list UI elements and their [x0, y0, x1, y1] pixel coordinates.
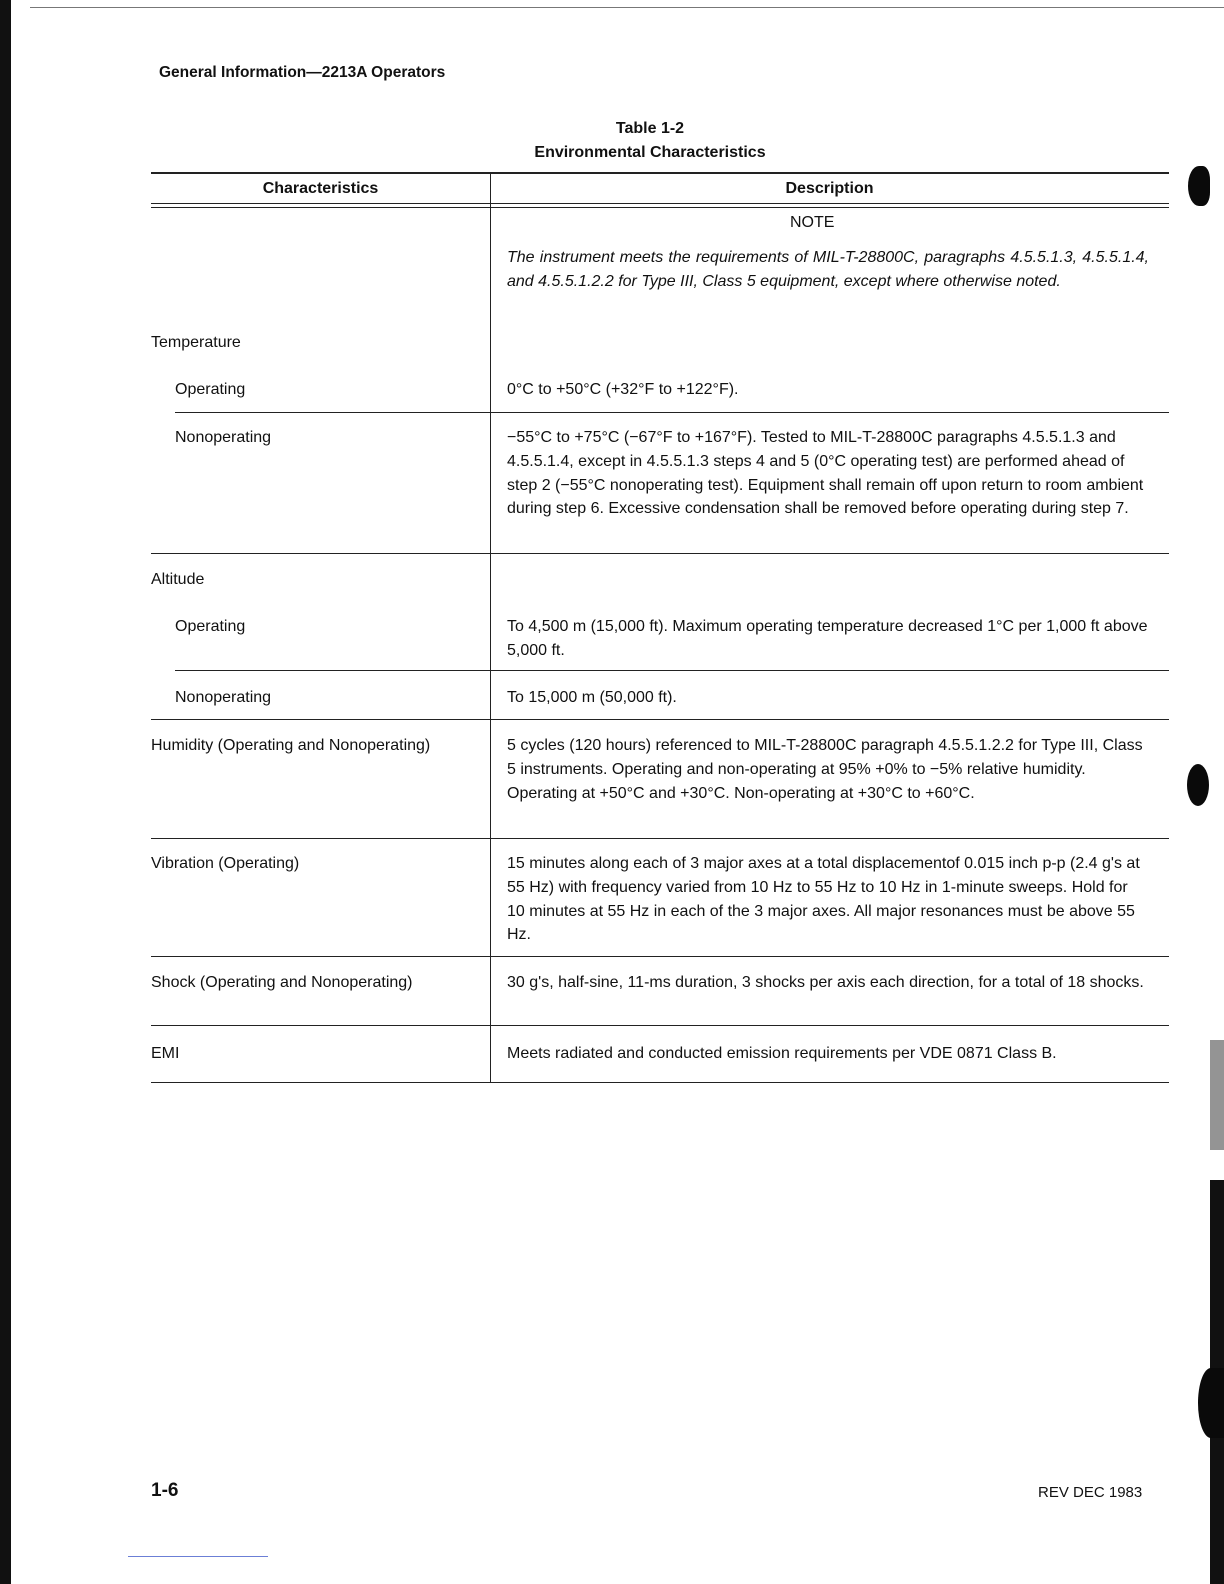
binding-edge-shadow: [0, 0, 11, 1584]
page-number: 1-6: [151, 1480, 179, 1501]
emi-desc: Meets radiated and conducted emission requirements per VDE 0871 Class B.: [507, 1045, 1057, 1062]
table-caption: [470, 117, 830, 165]
table-title: Environmental Characteristics: [534, 144, 766, 161]
row-divider: [151, 956, 1169, 957]
humidity-desc: 5 cycles (120 hours) referenced to MIL-T-28800C paragraph 4.5.5.1.2.2 for Type III, Class 5 instruments. Operating and non-operating at 95% +0% to −5% relative humidity. Operating at +50°C and +30°C. Non-operating at +30°C to +60°C.: [507, 737, 1143, 802]
table-bottom-rule: [151, 1082, 1169, 1083]
note-title: NOTE: [790, 214, 835, 231]
bottom-underline: [128, 1556, 268, 1557]
punch-hole-icon: [1188, 166, 1210, 206]
column-divider: [490, 172, 491, 1083]
altitude-label: Altitude: [151, 571, 205, 588]
header-rule: [151, 207, 1169, 208]
vibration-desc: 15 minutes along each of 3 major axes at a total displacementof 0.015 inch p-p (2.4 g's at 55 Hz) with frequency varied from 10 Hz to 55 Hz to 10 Hz in 1-minute sweeps. Hold for 10 minutes at 55 Hz in each of the 3 major axes. All major resonances must be above 55 Hz.: [507, 855, 1140, 944]
row-divider: [151, 838, 1169, 839]
temperature-nonoperating-desc: −55°C to +75°C (−67°F to +167°F). Tested to MIL-T-28800C paragraphs 4.5.5.1.3 and 4.5.5.1.4, except in 4.5.5.1.3 steps 4 and 5 (0°C operating test) are performed ahead of step 2 (−55°C nonoperating test). Equipment shall remain off upon return to room ambient during step 6. Excessive condensation shall be removed before operating during step 7.: [507, 429, 1144, 518]
shock-desc: 30 g's, half-sine, 11-ms duration, 3 shocks per axis each direction, for a total of 18 shocks.: [507, 974, 1144, 991]
running-head: General Information—2213A Operators: [159, 64, 446, 81]
temperature-nonoperating-label: Nonoperating: [175, 429, 272, 446]
note-text: The instrument meets the requirements of MIL-T-28800C, paragraphs 4.5.5.1.3, 4.5.5.1.4, and 4.5.5.1.2.2 for Type III, Class 5 equipment, except where otherwise noted.: [507, 249, 1149, 290]
temperature-operating-desc: 0°C to +50°C (+32°F to +122°F).: [507, 381, 739, 398]
header-characteristics: Characteristics: [262, 180, 379, 197]
row-divider: [151, 553, 1169, 554]
emi-label: EMI: [151, 1045, 180, 1062]
header-description: Description: [785, 180, 874, 197]
punch-hole-icon: [1198, 1368, 1224, 1438]
altitude-operating-label: Operating: [175, 618, 246, 635]
table-number: Table 1-2: [615, 120, 685, 137]
table-top-rule: [151, 172, 1169, 174]
shock-label: Shock (Operating and Nonoperating): [151, 974, 413, 991]
scan-edge-shadow: [1210, 1040, 1224, 1150]
altitude-nonoperating-desc: To 15,000 m (50,000 ft).: [507, 689, 677, 706]
altitude-nonoperating-label: Nonoperating: [175, 689, 272, 706]
row-divider: [151, 1025, 1169, 1026]
temperature-label: Temperature: [151, 334, 241, 351]
humidity-label: Humidity (Operating and Nonoperating): [151, 737, 431, 754]
page-top-edge: [30, 7, 1224, 8]
header-rule: [151, 203, 1169, 204]
row-divider: [175, 670, 1169, 671]
vibration-label: Vibration (Operating): [151, 855, 300, 872]
revision-date: REV DEC 1983: [1038, 1484, 1143, 1501]
altitude-operating-desc: To 4,500 m (15,000 ft). Maximum operating temperature decreased 1°C per 1,000 ft above 5,000 ft.: [507, 618, 1148, 659]
row-divider: [175, 412, 1169, 413]
row-divider: [151, 719, 1169, 720]
temperature-operating-label: Operating: [175, 381, 246, 398]
punch-hole-icon: [1187, 764, 1209, 806]
